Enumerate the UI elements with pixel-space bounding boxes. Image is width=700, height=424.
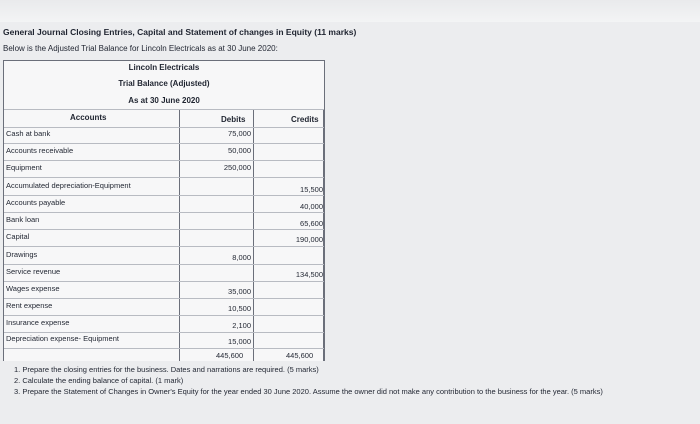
accounts-header: Accounts xyxy=(70,113,107,122)
account-name: Rent expense xyxy=(6,301,53,310)
header-bottom-line xyxy=(4,127,324,128)
row-line xyxy=(4,281,324,282)
row-line xyxy=(4,246,324,247)
debit-value: 15,000 xyxy=(228,337,251,346)
debit-value: 8,000 xyxy=(232,253,251,262)
account-name: Depreciation expense- Equipment xyxy=(6,334,119,343)
company-name: Lincoln Electricals xyxy=(128,63,200,72)
debit-value: 35,000 xyxy=(228,287,251,296)
header-top-line xyxy=(4,109,324,110)
row-line xyxy=(4,212,324,213)
credit-value: 65,600 xyxy=(300,219,323,228)
question-item: 2. Calculate the ending balance of capital. (1 mark) xyxy=(14,376,184,385)
debit-value: 10,500 xyxy=(228,304,251,313)
account-name: Equipment xyxy=(6,163,42,172)
row-line xyxy=(4,195,324,196)
credit-value: 190,000 xyxy=(295,235,323,244)
column-divider xyxy=(323,109,324,361)
credit-total: 445,600 xyxy=(286,351,314,360)
questions-list xyxy=(14,364,694,397)
trial-balance-table xyxy=(3,60,325,361)
account-name: Insurance expense xyxy=(6,318,70,327)
account-name: Drawings xyxy=(6,250,38,259)
row-line xyxy=(4,229,324,230)
debit-value: 2,100 xyxy=(232,321,251,330)
account-name: Capital xyxy=(6,232,30,241)
debit-value: 250,000 xyxy=(223,163,251,172)
question-heading: General Journal Closing Entries, Capital and Statement of changes in Equity (11 marks) xyxy=(3,27,357,37)
row-line xyxy=(4,298,324,299)
debit-value: 50,000 xyxy=(228,146,251,155)
account-name: Accounts payable xyxy=(6,198,66,207)
row-line xyxy=(4,315,324,316)
row-line xyxy=(4,332,324,333)
account-name: Wages expense xyxy=(6,284,60,293)
row-line xyxy=(4,177,324,178)
question-item: 1. Prepare the closing entries for the business. Dates and narrations are required. (5 marks) xyxy=(14,365,319,374)
question-item: 3. Prepare the Statement of Changes in Owner's Equity for the year ended 30 June 2020. Assume the owner did not make any contribution to the business for the year. (5 marks) xyxy=(14,387,603,396)
debits-header: Debits xyxy=(221,115,246,124)
column-divider xyxy=(253,109,254,361)
credit-value: 40,000 xyxy=(300,202,323,211)
row-line xyxy=(4,160,324,161)
intro-text: Below is the Adjusted Trial Balance for Lincoln Electricals as at 30 June 2020: xyxy=(3,44,278,53)
row-line xyxy=(4,143,324,144)
credit-value: 15,500 xyxy=(300,185,323,194)
credit-value: 134,500 xyxy=(295,270,323,279)
row-line xyxy=(4,264,324,265)
table-title: Trial Balance (Adjusted) xyxy=(118,79,210,88)
account-name: Service revenue xyxy=(6,267,61,276)
row-line xyxy=(4,348,324,349)
account-name: Accounts receivable xyxy=(6,146,74,155)
column-divider xyxy=(179,109,180,361)
debit-total: 445,600 xyxy=(216,351,244,360)
table-date: As at 30 June 2020 xyxy=(128,96,200,105)
top-strip xyxy=(0,0,700,22)
account-name: Cash at bank xyxy=(6,129,51,138)
account-name: Accumulated depreciation-Equipment xyxy=(6,181,131,190)
debit-value: 75,000 xyxy=(228,129,251,138)
account-name: Bank loan xyxy=(6,215,40,224)
credits-header: Credits xyxy=(291,115,319,124)
